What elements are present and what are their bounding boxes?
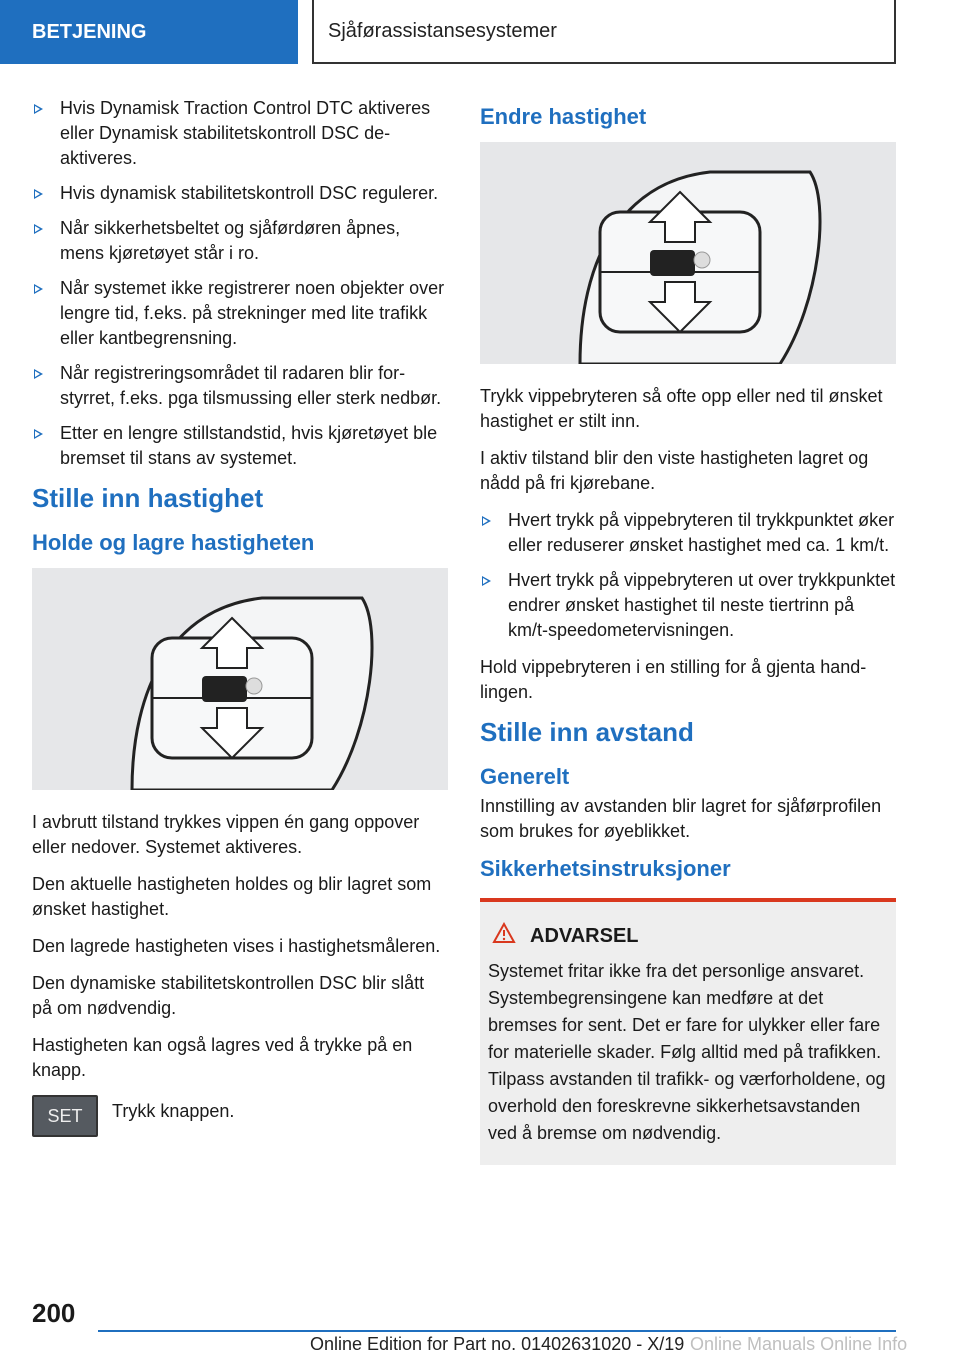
chapter-title: Sjåførassistansesystemer	[328, 19, 557, 42]
paragraph: Innstilling av avstanden blir lagret for sjåførprofilen som brukes for øyeblikket.	[480, 796, 882, 841]
footer-divider	[98, 1330, 896, 1332]
warning-box	[480, 898, 896, 1165]
paragraph: Hold vippebryteren i en stilling for å gjenta handlingen.	[480, 657, 867, 702]
list-item: Når systemet ikke registrerer noen objekter over lengre tid, f.eks. på strekninger med lite trafikk eller kantbegrensning.	[32, 276, 448, 351]
right-column	[480, 96, 896, 1165]
page-number: 200	[32, 1298, 76, 1328]
speed-change-list	[480, 508, 896, 643]
list-item: Hvis dynamisk stabilitetskontroll DSC regulerer.	[32, 181, 448, 206]
paragraph: I aktiv tilstand blir den viste hastigheten lagret og nådd på fri kjørebane.	[480, 448, 869, 493]
paragraph: Hastigheten kan også lagres ved å trykke på en knapp.	[32, 1035, 413, 1080]
list-item: Hvert trykk på vippebryteren til trykkpunktet øker eller reduserer ønsket hastighet med ca. 1 km/t.	[480, 508, 896, 558]
heading-sikkerhetsinstruksjoner: Sikkerhetsinstruksjoner	[480, 856, 731, 881]
list-item: Hvert trykk på vippebryteren ut over trykkpunktet endrer ønsket hastighet til neste tiertrinn på km/t-speedometervisningen.	[480, 568, 896, 643]
deactivation-list	[32, 96, 448, 471]
section-title: BETJENING	[32, 20, 147, 43]
edition-text: Online Edition for Part no. 01402631020 - X/19	[310, 1334, 685, 1354]
warning-header	[488, 922, 888, 950]
bullet-arrow-icon	[34, 429, 43, 439]
left-column	[32, 96, 448, 1137]
heading-endre-hastighet: Endre hastighet	[480, 104, 647, 129]
paragraph: Den lagrede hastigheten vises i hastighetsmåleren.	[32, 936, 441, 956]
bullet-arrow-icon	[34, 224, 43, 234]
list-item: Etter en lengre stillstandstid, hvis kjøretøyet ble bremset til stans av systemet.	[32, 421, 448, 471]
steering-wheel-switch-image	[32, 568, 448, 790]
bullet-arrow-icon	[482, 576, 491, 586]
heading-generelt: Generelt	[480, 764, 570, 789]
steering-wheel-switch-image	[480, 142, 896, 364]
bullet-arrow-icon	[34, 189, 43, 199]
paragraph: Trykk vippebryteren så ofte opp eller ned til ønsket hastighet er stilt inn.	[480, 386, 883, 431]
set-button-row	[32, 1095, 448, 1137]
warning-triangle-icon	[492, 922, 516, 950]
paragraph: Den dynamiske stabilitetskontrollen DSC blir slått på om nødvendig.	[32, 973, 425, 1018]
watermark: Online Manuals Online Info	[690, 1334, 908, 1354]
set-button-icon: SET	[32, 1095, 98, 1137]
bullet-arrow-icon	[34, 104, 43, 114]
paragraph: Den aktuelle hastigheten holdes og blir lagret som ønsket hastighet.	[32, 874, 432, 919]
set-instruction: Trykk knappen.	[112, 1101, 235, 1121]
chapter-header	[312, 0, 896, 64]
warning-title: ADVARSEL	[530, 924, 639, 947]
list-item: Når registreringsområdet til radaren blir forstyrret, f.eks. pga tilsmussing eller sterk nedbør.	[32, 361, 448, 411]
heading-holde-og-lagre: Holde og lagre hastigheten	[32, 530, 315, 555]
warning-text: Systemet fritar ikke fra det personlige ansvaret. Systembegrensingene kan medføre at det bremses for sent. Det er fare for ulykker eller fare for materielle skader. Følg alltid med på trafikken. Tilpass avstanden til trafikk- og værforholdene, og overhold den foreskrevne sikkerhetsavstanden ved å bremse om nødvendig.	[488, 961, 886, 1143]
bullet-arrow-icon	[34, 369, 43, 379]
heading-stille-inn-avstand: Stille inn avstand	[480, 717, 694, 747]
section-tab	[0, 0, 298, 64]
list-item: Hvis Dynamisk Traction Control DTC aktiveres eller Dynamisk stabilitetskontroll DSC deaktiveres.	[32, 96, 448, 171]
bullet-arrow-icon	[34, 284, 43, 294]
list-item: Når sikkerhetsbeltet og sjåførdøren åpnes, mens kjøretøyet står i ro.	[32, 216, 448, 266]
paragraph: I avbrutt tilstand trykkes vippen én gang oppover eller nedover. Systemet aktiveres.	[32, 812, 420, 857]
bullet-arrow-icon	[482, 516, 491, 526]
heading-stille-inn-hastighet: Stille inn hastighet	[32, 483, 264, 513]
